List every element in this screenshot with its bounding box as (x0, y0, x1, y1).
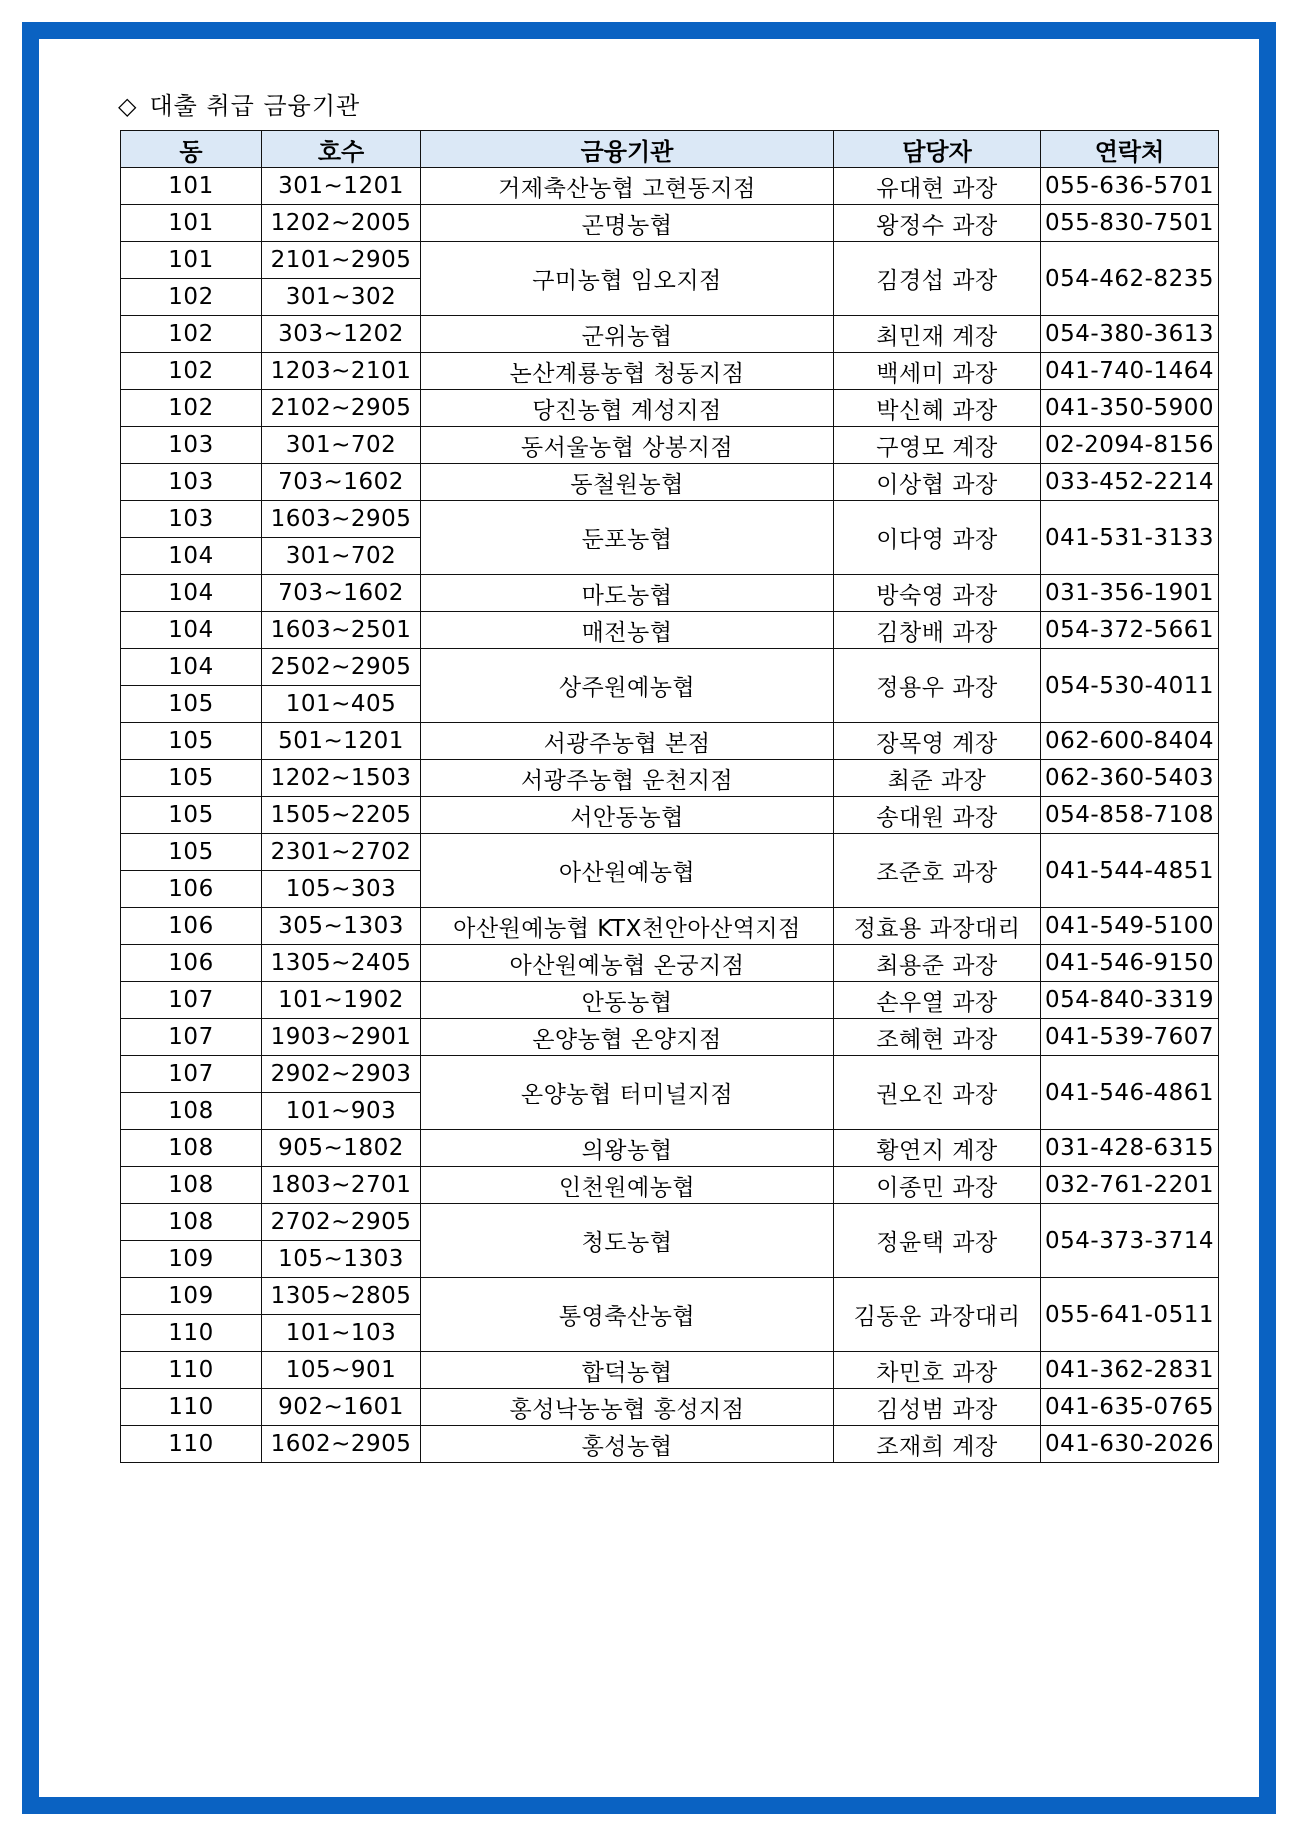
col-header-manager: 담당자 (834, 131, 1041, 168)
cell-dong: 106 (121, 871, 262, 908)
cell-manager: 조혜현 과장 (834, 1019, 1041, 1056)
cell-dong: 104 (121, 612, 262, 649)
cell-contact: 041-740-1464 (1041, 353, 1219, 390)
cell-institution: 합덕농협 (421, 1352, 834, 1389)
cell-unit: 105~901 (262, 1352, 421, 1389)
col-header-contact: 연락처 (1041, 131, 1219, 168)
cell-dong: 108 (121, 1204, 262, 1241)
cell-institution: 매전농협 (421, 612, 834, 649)
cell-dong: 101 (121, 168, 262, 205)
cell-dong: 110 (121, 1352, 262, 1389)
cell-dong: 107 (121, 1019, 262, 1056)
cell-contact: 031-356-1901 (1041, 575, 1219, 612)
table-row (121, 760, 1219, 797)
cell-manager: 정윤택 과장 (834, 1204, 1041, 1278)
cell-unit: 1803~2701 (262, 1167, 421, 1204)
cell-unit: 305~1303 (262, 908, 421, 945)
cell-dong: 106 (121, 908, 262, 945)
cell-unit: 101~103 (262, 1315, 421, 1352)
cell-manager: 김창배 과장 (834, 612, 1041, 649)
cell-manager: 최민재 계장 (834, 316, 1041, 353)
cell-unit: 2101~2905 (262, 242, 421, 279)
table-body (121, 168, 1219, 1463)
cell-dong: 110 (121, 1426, 262, 1463)
table-row (121, 205, 1219, 242)
cell-institution: 서광주농협 본점 (421, 723, 834, 760)
table-row (121, 834, 1219, 871)
cell-contact: 041-546-9150 (1041, 945, 1219, 982)
table-row (121, 1167, 1219, 1204)
table-row (121, 1204, 1219, 1241)
cell-unit: 1202~1503 (262, 760, 421, 797)
table-row (121, 1019, 1219, 1056)
cell-manager: 이상협 과장 (834, 464, 1041, 501)
cell-institution: 서안동농협 (421, 797, 834, 834)
cell-unit: 2502~2905 (262, 649, 421, 686)
cell-contact: 041-546-4861 (1041, 1056, 1219, 1130)
cell-contact: 041-539-7607 (1041, 1019, 1219, 1056)
cell-institution: 통영축산농협 (421, 1278, 834, 1352)
cell-manager: 김경섭 과장 (834, 242, 1041, 316)
diamond-icon: ◇ (118, 92, 138, 120)
table-row (121, 575, 1219, 612)
cell-institution: 인천원예농협 (421, 1167, 834, 1204)
cell-unit: 303~1202 (262, 316, 421, 353)
cell-unit: 301~1201 (262, 168, 421, 205)
table-row (121, 390, 1219, 427)
cell-institution: 상주원예농협 (421, 649, 834, 723)
cell-dong: 109 (121, 1278, 262, 1315)
table-row (121, 427, 1219, 464)
cell-unit: 902~1601 (262, 1389, 421, 1426)
cell-unit: 101~405 (262, 686, 421, 723)
cell-institution: 홍성농협 (421, 1426, 834, 1463)
cell-dong: 110 (121, 1389, 262, 1426)
cell-institution: 온양농협 터미널지점 (421, 1056, 834, 1130)
cell-manager: 정효용 과장대리 (834, 908, 1041, 945)
cell-dong: 108 (121, 1093, 262, 1130)
cell-manager: 최준 과장 (834, 760, 1041, 797)
table-row (121, 982, 1219, 1019)
table-row (121, 242, 1219, 279)
cell-unit: 101~1902 (262, 982, 421, 1019)
cell-dong: 110 (121, 1315, 262, 1352)
table-row (121, 1426, 1219, 1463)
cell-contact: 055-830-7501 (1041, 205, 1219, 242)
cell-contact: 054-858-7108 (1041, 797, 1219, 834)
table-row (121, 353, 1219, 390)
cell-manager: 황연지 계장 (834, 1130, 1041, 1167)
cell-institution: 둔포농협 (421, 501, 834, 575)
cell-contact: 02-2094-8156 (1041, 427, 1219, 464)
cell-contact: 041-362-2831 (1041, 1352, 1219, 1389)
cell-unit: 501~1201 (262, 723, 421, 760)
cell-dong: 109 (121, 1241, 262, 1278)
table-row (121, 1278, 1219, 1315)
cell-contact: 055-636-5701 (1041, 168, 1219, 205)
cell-manager: 유대현 과장 (834, 168, 1041, 205)
cell-institution: 홍성낙농농협 홍성지점 (421, 1389, 834, 1426)
cell-unit: 1202~2005 (262, 205, 421, 242)
cell-manager: 이종민 과장 (834, 1167, 1041, 1204)
col-header-dong: 동 (121, 131, 262, 168)
cell-manager: 송대원 과장 (834, 797, 1041, 834)
cell-unit: 301~302 (262, 279, 421, 316)
cell-unit: 703~1602 (262, 575, 421, 612)
col-header-institution: 금융기관 (421, 131, 834, 168)
section-heading (118, 88, 360, 124)
cell-unit: 2702~2905 (262, 1204, 421, 1241)
cell-institution: 거제축산농협 고현동지점 (421, 168, 834, 205)
cell-contact: 062-600-8404 (1041, 723, 1219, 760)
table-row (121, 464, 1219, 501)
cell-manager: 구영모 계장 (834, 427, 1041, 464)
cell-manager: 장목영 계장 (834, 723, 1041, 760)
cell-dong: 105 (121, 686, 262, 723)
cell-institution: 청도농협 (421, 1204, 834, 1278)
table-row (121, 1130, 1219, 1167)
cell-contact: 054-372-5661 (1041, 612, 1219, 649)
cell-dong: 106 (121, 945, 262, 982)
cell-institution: 당진농협 계성지점 (421, 390, 834, 427)
cell-dong: 103 (121, 464, 262, 501)
cell-institution: 동철원농협 (421, 464, 834, 501)
cell-dong: 107 (121, 1056, 262, 1093)
cell-unit: 2902~2903 (262, 1056, 421, 1093)
cell-unit: 105~1303 (262, 1241, 421, 1278)
table-header-row (121, 131, 1219, 168)
cell-dong: 104 (121, 575, 262, 612)
table-row (121, 797, 1219, 834)
cell-manager: 조준호 과장 (834, 834, 1041, 908)
cell-dong: 104 (121, 538, 262, 575)
cell-institution: 온양농협 온양지점 (421, 1019, 834, 1056)
cell-institution: 논산계룡농협 청동지점 (421, 353, 834, 390)
cell-institution: 의왕농협 (421, 1130, 834, 1167)
cell-unit: 1903~2901 (262, 1019, 421, 1056)
cell-dong: 102 (121, 279, 262, 316)
cell-contact: 054-462-8235 (1041, 242, 1219, 316)
cell-dong: 105 (121, 723, 262, 760)
cell-manager: 차민호 과장 (834, 1352, 1041, 1389)
cell-unit: 1603~2501 (262, 612, 421, 649)
cell-unit: 301~702 (262, 538, 421, 575)
cell-dong: 105 (121, 797, 262, 834)
cell-unit: 2301~2702 (262, 834, 421, 871)
heading-text: 대출 취급 금융기관 (149, 92, 361, 120)
cell-manager: 최용준 과장 (834, 945, 1041, 982)
cell-unit: 1305~2805 (262, 1278, 421, 1315)
cell-unit: 301~702 (262, 427, 421, 464)
cell-contact: 033-452-2214 (1041, 464, 1219, 501)
cell-institution: 아산원예농협 (421, 834, 834, 908)
cell-contact: 041-635-0765 (1041, 1389, 1219, 1426)
cell-contact: 055-641-0511 (1041, 1278, 1219, 1352)
cell-dong: 107 (121, 982, 262, 1019)
cell-unit: 703~1602 (262, 464, 421, 501)
cell-contact: 054-380-3613 (1041, 316, 1219, 353)
cell-manager: 김성범 과장 (834, 1389, 1041, 1426)
table-row (121, 316, 1219, 353)
cell-institution: 곤명농협 (421, 205, 834, 242)
cell-unit: 1203~2101 (262, 353, 421, 390)
cell-dong: 108 (121, 1130, 262, 1167)
table-row (121, 723, 1219, 760)
cell-unit: 2102~2905 (262, 390, 421, 427)
cell-manager: 박신혜 과장 (834, 390, 1041, 427)
cell-contact: 041-549-5100 (1041, 908, 1219, 945)
cell-unit: 1305~2405 (262, 945, 421, 982)
table-row (121, 1056, 1219, 1093)
table-row (121, 649, 1219, 686)
cell-manager: 손우열 과장 (834, 982, 1041, 1019)
cell-contact: 031-428-6315 (1041, 1130, 1219, 1167)
cell-contact: 054-373-3714 (1041, 1204, 1219, 1278)
cell-dong: 104 (121, 649, 262, 686)
cell-contact: 062-360-5403 (1041, 760, 1219, 797)
cell-dong: 103 (121, 427, 262, 464)
cell-dong: 105 (121, 834, 262, 871)
table-row (121, 501, 1219, 538)
cell-unit: 105~303 (262, 871, 421, 908)
col-header-unit: 호수 (262, 131, 421, 168)
table-row (121, 168, 1219, 205)
cell-dong: 108 (121, 1167, 262, 1204)
cell-institution: 아산원예농협 KTX천안아산역지점 (421, 908, 834, 945)
cell-manager: 백세미 과장 (834, 353, 1041, 390)
cell-institution: 아산원예농협 온궁지점 (421, 945, 834, 982)
table-row (121, 1389, 1219, 1426)
cell-contact: 032-761-2201 (1041, 1167, 1219, 1204)
cell-dong: 105 (121, 760, 262, 797)
cell-dong: 102 (121, 390, 262, 427)
cell-unit: 1603~2905 (262, 501, 421, 538)
cell-contact: 041-531-3133 (1041, 501, 1219, 575)
cell-manager: 김동운 과장대리 (834, 1278, 1041, 1352)
cell-manager: 이다영 과장 (834, 501, 1041, 575)
cell-unit: 905~1802 (262, 1130, 421, 1167)
cell-contact: 054-530-4011 (1041, 649, 1219, 723)
cell-manager: 조재희 계장 (834, 1426, 1041, 1463)
cell-unit: 1505~2205 (262, 797, 421, 834)
table-row (121, 945, 1219, 982)
cell-dong: 101 (121, 242, 262, 279)
cell-manager: 방숙영 과장 (834, 575, 1041, 612)
cell-institution: 군위농협 (421, 316, 834, 353)
cell-dong: 101 (121, 205, 262, 242)
cell-unit: 101~903 (262, 1093, 421, 1130)
lender-table (120, 130, 1219, 1463)
cell-manager: 정용우 과장 (834, 649, 1041, 723)
cell-manager: 왕정수 과장 (834, 205, 1041, 242)
table-row (121, 1352, 1219, 1389)
cell-institution: 구미농협 임오지점 (421, 242, 834, 316)
cell-dong: 102 (121, 316, 262, 353)
cell-unit: 1602~2905 (262, 1426, 421, 1463)
cell-institution: 마도농협 (421, 575, 834, 612)
cell-contact: 041-544-4851 (1041, 834, 1219, 908)
cell-manager: 권오진 과장 (834, 1056, 1041, 1130)
cell-institution: 안동농협 (421, 982, 834, 1019)
cell-institution: 서광주농협 운천지점 (421, 760, 834, 797)
table-row (121, 908, 1219, 945)
table-row (121, 612, 1219, 649)
cell-contact: 041-350-5900 (1041, 390, 1219, 427)
cell-dong: 102 (121, 353, 262, 390)
cell-institution: 동서울농협 상봉지점 (421, 427, 834, 464)
cell-dong: 103 (121, 501, 262, 538)
cell-contact: 041-630-2026 (1041, 1426, 1219, 1463)
cell-contact: 054-840-3319 (1041, 982, 1219, 1019)
